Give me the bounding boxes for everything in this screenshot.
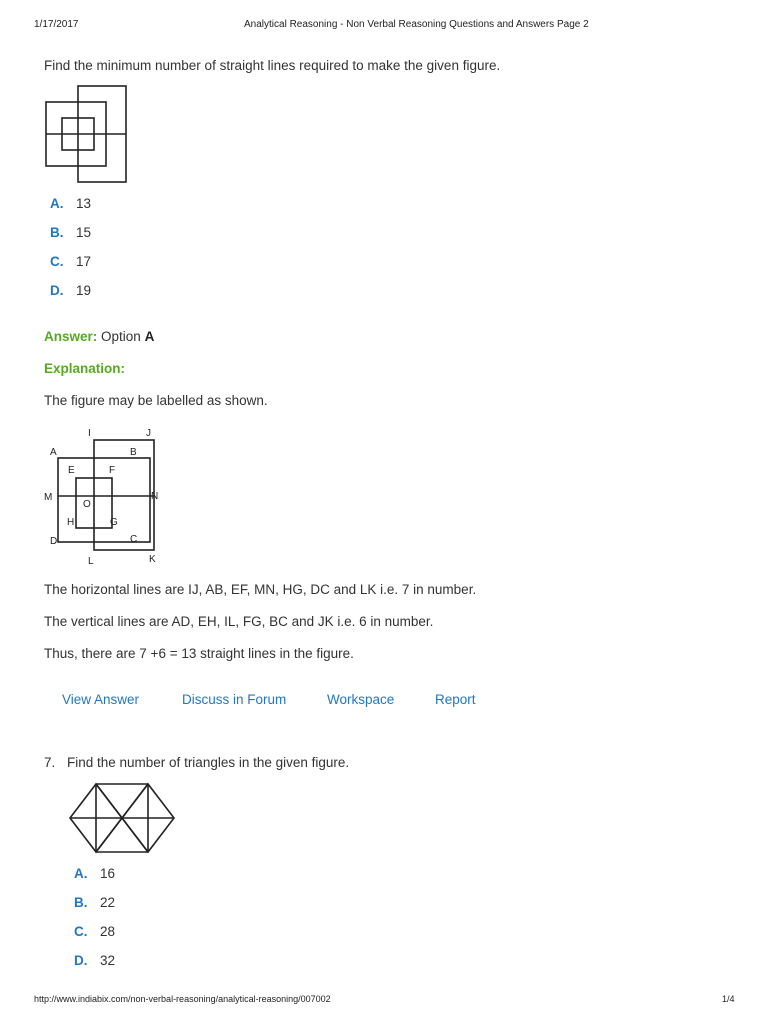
q6-option-d[interactable] bbox=[50, 283, 91, 298]
option-letter: C. bbox=[50, 254, 64, 269]
option-letter: D. bbox=[50, 283, 64, 298]
workspace-link[interactable]: Workspace bbox=[327, 692, 395, 707]
option-value: 16 bbox=[100, 866, 116, 881]
footer-url: http://www.indiabix.com/non-verbal-reasoning/analytical-reasoning/007002 bbox=[34, 994, 331, 1004]
q7-option-b[interactable] bbox=[74, 895, 115, 910]
fig-label-k: K bbox=[149, 554, 156, 565]
explanation-line-2: The vertical lines are AD, EH, IL, FG, BC and JK i.e. 6 in number. bbox=[44, 614, 434, 629]
option-value: 17 bbox=[76, 254, 92, 269]
question-6-text: Find the minimum number of straight lines required to make the given figure. bbox=[44, 58, 501, 73]
explanation-label: Explanation: bbox=[44, 361, 126, 376]
option-value: 28 bbox=[100, 924, 116, 939]
fig-label-h: H bbox=[67, 517, 75, 528]
option-letter: B. bbox=[50, 225, 64, 240]
question-7 bbox=[44, 755, 349, 770]
question-7-number: 7. bbox=[44, 755, 56, 770]
fig-label-c: C bbox=[130, 534, 138, 545]
fig-label-j: J bbox=[146, 428, 151, 439]
fig-label-d: D bbox=[50, 536, 58, 547]
option-letter: C. bbox=[74, 924, 88, 939]
q7-option-d[interactable] bbox=[74, 953, 115, 968]
option-value: 19 bbox=[76, 283, 92, 298]
print-date: 1/17/2017 bbox=[34, 19, 79, 30]
answer-line bbox=[44, 329, 154, 344]
explanation-line-1: The horizontal lines are IJ, AB, EF, MN, HG, DC and LK i.e. 7 in number. bbox=[44, 582, 477, 597]
fig-label-i: I bbox=[88, 428, 91, 439]
question-6-figure bbox=[40, 82, 132, 186]
fig-label-g: G bbox=[110, 517, 118, 528]
q7-option-a[interactable] bbox=[74, 866, 115, 881]
explanation-intro: The figure may be labelled as shown. bbox=[44, 393, 268, 408]
option-letter: D. bbox=[74, 953, 88, 968]
report-link[interactable]: Report bbox=[435, 692, 476, 707]
option-letter: A. bbox=[50, 196, 64, 211]
page-number: 1/4 bbox=[722, 994, 735, 1004]
fig-label-o: O bbox=[83, 499, 91, 510]
fig-label-l: L bbox=[88, 556, 94, 567]
answer-text: Option bbox=[101, 329, 141, 344]
question-7-text: Find the number of triangles in the given figure. bbox=[67, 755, 350, 770]
option-value: 22 bbox=[100, 895, 116, 910]
question-7-figure bbox=[66, 780, 178, 856]
discuss-in-forum-link[interactable]: Discuss in Forum bbox=[182, 692, 287, 707]
option-value: 32 bbox=[100, 953, 116, 968]
view-answer-link[interactable]: View Answer bbox=[62, 692, 140, 707]
q7-option-c[interactable] bbox=[74, 924, 115, 939]
fig-label-b: B bbox=[130, 447, 137, 458]
labelled-figure bbox=[40, 422, 180, 572]
answer-option: A bbox=[144, 329, 155, 344]
explanation-line-3: Thus, there are 7 +6 = 13 straight lines in the figure. bbox=[44, 646, 354, 661]
fig-label-n: N bbox=[151, 491, 159, 502]
fig-label-e: E bbox=[68, 465, 75, 476]
q6-option-a[interactable] bbox=[50, 196, 91, 211]
option-letter: B. bbox=[74, 895, 88, 910]
answer-label: Answer: bbox=[44, 329, 98, 344]
fig-label-a: A bbox=[50, 447, 57, 458]
q6-option-b[interactable] bbox=[50, 225, 91, 240]
page-header-title: Analytical Reasoning - Non Verbal Reasoning Questions and Answers Page 2 bbox=[244, 19, 589, 30]
fig-label-m: M bbox=[44, 492, 53, 503]
fig-label-f: F bbox=[109, 465, 116, 476]
q6-option-c[interactable] bbox=[50, 254, 91, 269]
option-letter: A. bbox=[74, 866, 88, 881]
option-value: 13 bbox=[76, 196, 92, 211]
option-value: 15 bbox=[76, 225, 92, 240]
